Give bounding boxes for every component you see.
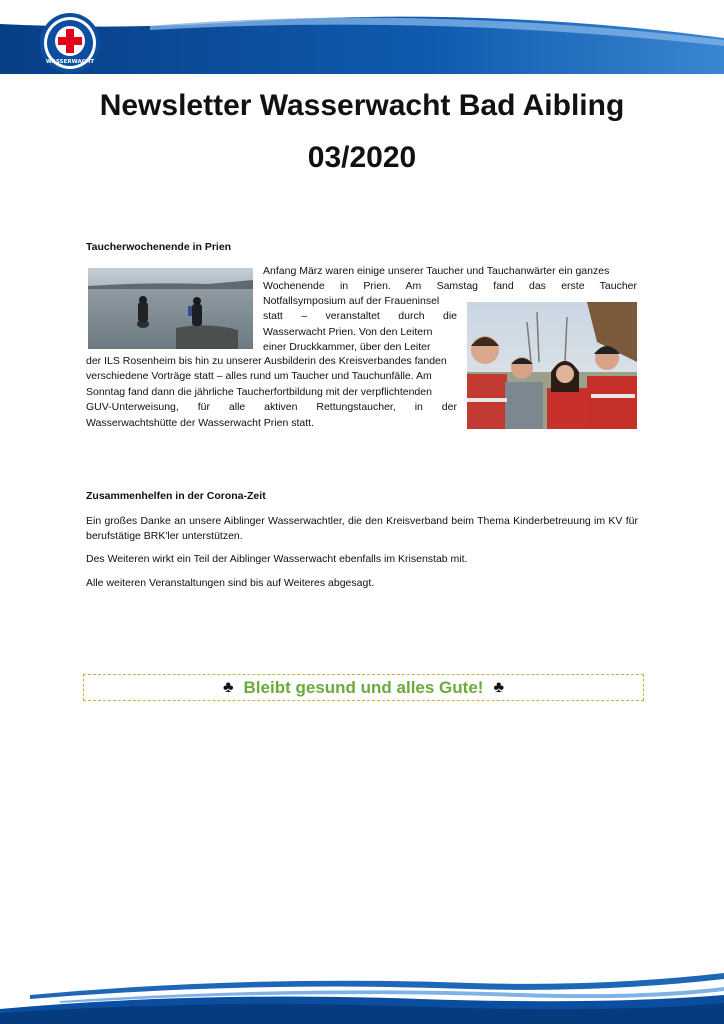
text-line: Wochenende in Prien. Am Samstag fand das erste Taucher xyxy=(263,280,637,293)
closing-greeting-box xyxy=(83,674,644,701)
text-line: Sonntag fand dann die jährliche Taucherfortbildung mit der verpflichtenden xyxy=(86,385,432,398)
section-heading-corona: Zusammenhelfen in der Corona-Zeit xyxy=(86,490,266,502)
newsletter-title: Newsletter Wasserwacht Bad Aibling xyxy=(99,89,625,122)
section-heading-diving-weekend: Taucherwochenende in Prien xyxy=(86,241,232,253)
clover-icon: ♣ xyxy=(493,678,504,696)
clover-icon: ♣ xyxy=(223,678,234,696)
paragraph-thanks: Ein großes Danke an unsere Aiblinger Wasserwachtler, die den Kreisverband beim Thema Kinderbetreuung im KV für berufstätige BRK'ler unterstützen. xyxy=(86,515,638,543)
text-line: Notfallsymposium auf der Fraueninsel xyxy=(263,295,440,307)
text-line: verschiedene Vorträge statt – alles rund um Taucher und Tauchunfälle. Am xyxy=(86,370,432,383)
text-line: statt – veranstaltet durch die xyxy=(263,310,457,323)
footer-wave xyxy=(0,955,724,1024)
text-line: einer Druckkammer, über den Leiter xyxy=(263,341,431,354)
photo-group-divers xyxy=(467,302,637,429)
newsletter-issue: 03/2020 xyxy=(307,141,417,174)
text-line: der ILS Rosenheim bis hin zu unserer Ausbilderin des Kreisverbandes fanden xyxy=(86,355,447,367)
svg-text:WASSERWACHT: WASSERWACHT xyxy=(45,59,95,65)
photo-divers-lake xyxy=(88,268,253,349)
paragraph-crisis-staff: Des Weiteren wirkt ein Teil der Aiblinger Wasserwacht ebenfalls im Krisenstab mit. xyxy=(86,553,468,565)
text-line: Wasserwachtshütte der Wasserwacht Prien statt. xyxy=(86,416,314,429)
text-line: Anfang März waren einige unserer Taucher und Tauchanwärter ein ganzes xyxy=(263,265,610,277)
paragraph-events-cancelled: Alle weiteren Veranstaltungen sind bis auf Weiteres abgesagt. xyxy=(86,577,375,589)
text-line: Wasserwacht Prien. Von den Leitern xyxy=(263,325,433,338)
closing-greeting: Bleibt gesund und alles Gute! xyxy=(243,677,484,697)
text-line: GUV-Unterweisung, für alle aktiven Rettungstaucher, in der xyxy=(86,401,457,414)
header-banner xyxy=(0,0,724,74)
wasserwacht-logo xyxy=(39,12,101,74)
